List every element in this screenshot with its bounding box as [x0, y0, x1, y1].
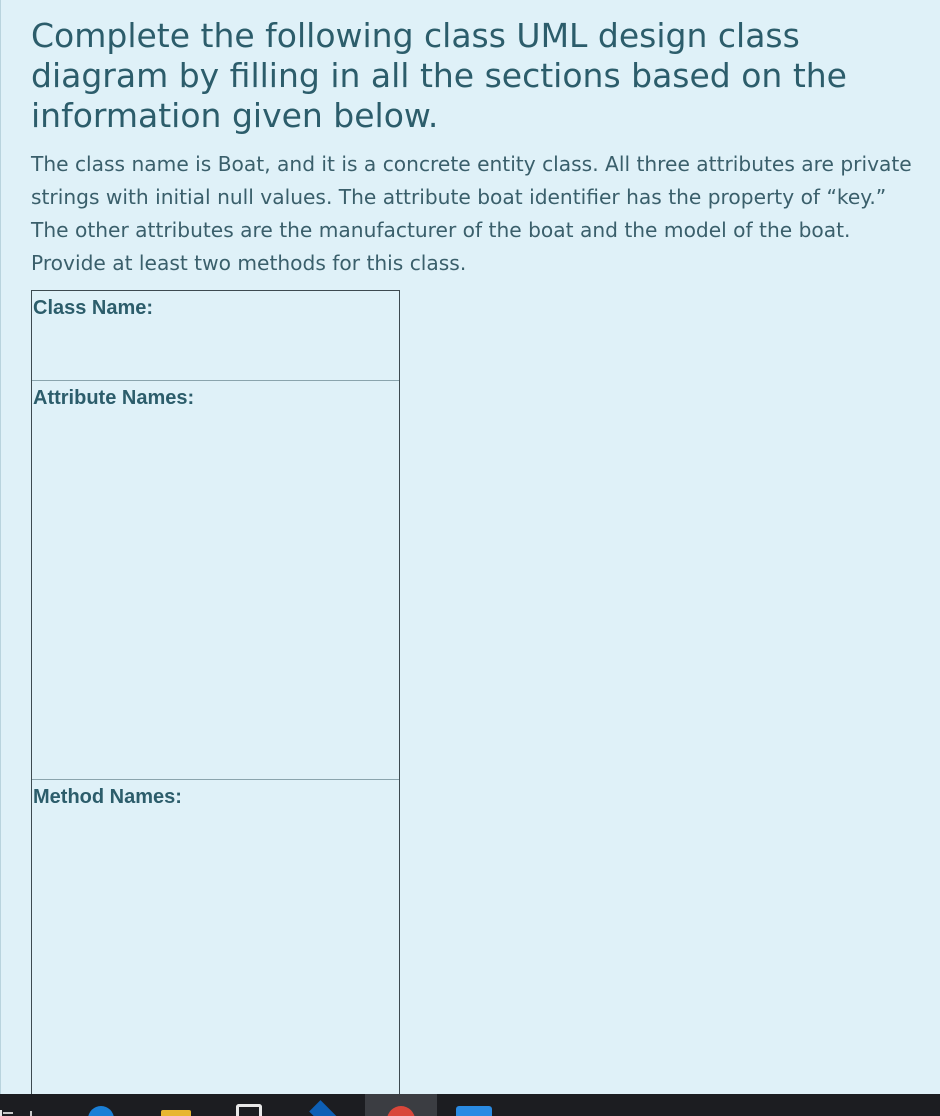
left-border — [0, 0, 1, 1094]
attribute-names-label: Attribute Names: — [33, 387, 195, 409]
uml-class-table — [31, 290, 400, 1116]
class-name-cell[interactable] — [32, 291, 399, 381]
task-view-icon[interactable] — [30, 1111, 32, 1116]
start-icon[interactable] — [0, 1110, 2, 1116]
attribute-names-cell[interactable] — [32, 381, 399, 780]
taskbar — [0, 1094, 940, 1116]
method-names-label: Method Names: — [33, 786, 182, 808]
dropbox-icon[interactable] — [309, 1100, 341, 1116]
app-icon[interactable] — [456, 1106, 492, 1116]
edge-icon[interactable] — [88, 1106, 114, 1116]
method-names-cell[interactable] — [32, 780, 399, 1116]
search-icon[interactable] — [3, 1112, 13, 1114]
class-name-label: Class Name: — [33, 297, 154, 319]
question-title: Complete the following class UML design class diagram by filling in all the sections based on the information given below. — [31, 16, 847, 135]
question-body: The class name is Boat, and it is a concrete entity class. All three attributes are private strings with initial null values. The attribute boat identifier has the property of “key.” The other attributes are the manufacturer of the boat and the model of the boat. Provide at least two methods for this class. — [31, 152, 912, 275]
file-explorer-icon[interactable] — [161, 1110, 191, 1116]
store-icon[interactable] — [236, 1104, 262, 1116]
